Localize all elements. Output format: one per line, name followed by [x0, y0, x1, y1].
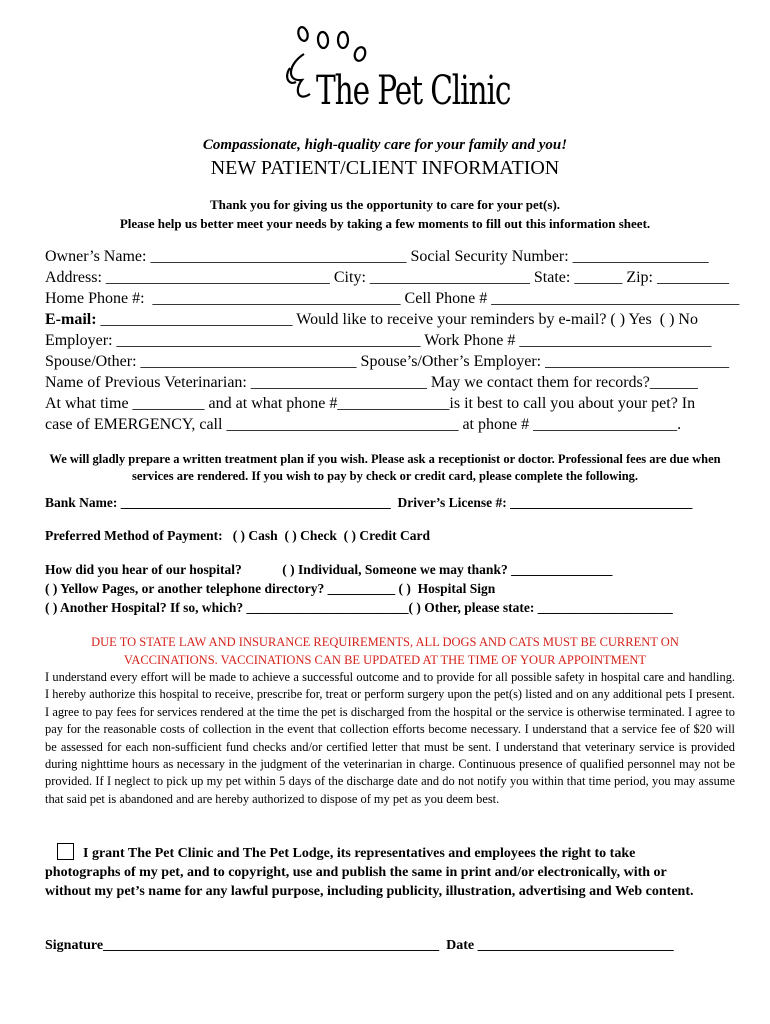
emergency-contact-field[interactable]: case of EMERGENCY, call _____________________________ at phone # __________________.	[45, 416, 682, 433]
payment-notice: We will gladly prepare a written treatment plan if you wish. Please ask a receptionist or doctor. Professional fees are due when services are rendered. If you wish to pay by check or credit card, please complete the following.	[49, 452, 721, 483]
payment-method-options[interactable]: Preferred Method of Payment: ( ) Cash ( ) Check ( ) Credit Card	[45, 528, 431, 543]
signature-date-field[interactable]: Signature________________________________________________ Date ____________________________	[45, 938, 674, 953]
intro-line-1: Thank you for giving us the opportunity to care for your pet(s).	[209, 197, 561, 212]
vaccination-notice-line-1: DUE TO STATE LAW AND INSURANCE REQUIREMENTS, ALL DOGS AND CATS MUST BE CURRENT ON	[91, 635, 679, 649]
intro-line-2: Please help us better meet your needs by taking a few moments to fill out this information sheet.	[119, 216, 651, 231]
email-label: E-mail:	[45, 311, 97, 328]
form-title: NEW PATIENT/CLIENT INFORMATION	[210, 157, 560, 179]
spouse-field[interactable]: Spouse/Other: ___________________________ Spouse’s/Other’s Employer: _______________________	[45, 353, 730, 370]
referral-options-1[interactable]: ( ) Yellow Pages, or another telephone directory? __________ ( ) Hospital Sign	[45, 581, 496, 596]
owner-name-ssn-field[interactable]: Owner’s Name: ________________________________ Social Security Number: _________________	[45, 248, 709, 265]
photo-consent-text: I grant The Pet Clinic and The Pet Lodge, its representatives and employees the right to take photographs of my pet, and to copyright, use and publish the same in print and/or electronically, with or without my pet’s name for any lawful purpose, including publicity, illustration, advertising and Web content.	[45, 846, 694, 899]
best-call-time-field[interactable]: At what time _________ and at what phone #______________is it best to call you about your pet? In	[45, 395, 696, 412]
tagline: Compassionate, high-quality care for your family and you!	[202, 137, 568, 153]
email-field[interactable]	[45, 311, 735, 329]
employer-field[interactable]: Employer: ______________________________________ Work Phone # ________________________	[45, 332, 712, 349]
logo-text: The Pet Clinic	[316, 68, 511, 114]
previous-vet-field[interactable]: Name of Previous Veterinarian: ______________________ May we contact them for records?______	[45, 374, 698, 391]
agreement-text: I understand every effort will be made to achieve a successful outcome and to provide for all possible safety in hospital care and handling. I hereby authorize this hospital to receive, prescribe for, treat or perform surgery upon the pet(s) listed and on any additional pets I present. I agree to pay fees for services rendered at the time the pet is discharged from the hospital or the service is otherwise terminated. I agree to pay for the reasonable costs of collection in the event that collection efforts become necessary. I understand that a service fee of $20 will be assessed for each non-sufficient fund checks and/or certified letter that must be sent. I understand that veterinary service is provided during nighttime hours as necessary in the judgment of the veterinarian in charge. Continuous presence of qualified personnel may not be provided. If I neglect to pick up my pet within 5 days of the discharge date and do not notify you within that time period, you may assume that said pet is abandoned and are hereby authorized to dispose of my pet as you deem best.	[45, 670, 735, 806]
referral-options-2[interactable]: ( ) Another Hospital? If so, which? ________________________( ) Other, please state: ____________________	[45, 600, 673, 615]
referral-question[interactable]: How did you hear of our hospital? ( ) Individual, Someone we may thank? _______________	[45, 562, 613, 577]
vaccination-notice-line-2: VACCINATIONS. VACCINATIONS CAN BE UPDATED AT THE TIME OF YOUR APPOINTMENT	[123, 653, 647, 667]
vaccination-notice	[0, 633, 770, 669]
phone-field[interactable]: Home Phone #: _______________________________ Cell Phone # _______________________________	[45, 290, 740, 307]
email-reminder-text[interactable]: ________________________ Would like to receive your reminders by e-mail? ( ) Yes ( ) No	[96, 311, 698, 328]
address-field[interactable]: Address: ____________________________ City: ____________________ State: ______ Zip: _________	[45, 269, 729, 286]
bank-license-field[interactable]: Bank Name: ________________________________________ Driver’s License #: ___________________________	[45, 495, 693, 510]
